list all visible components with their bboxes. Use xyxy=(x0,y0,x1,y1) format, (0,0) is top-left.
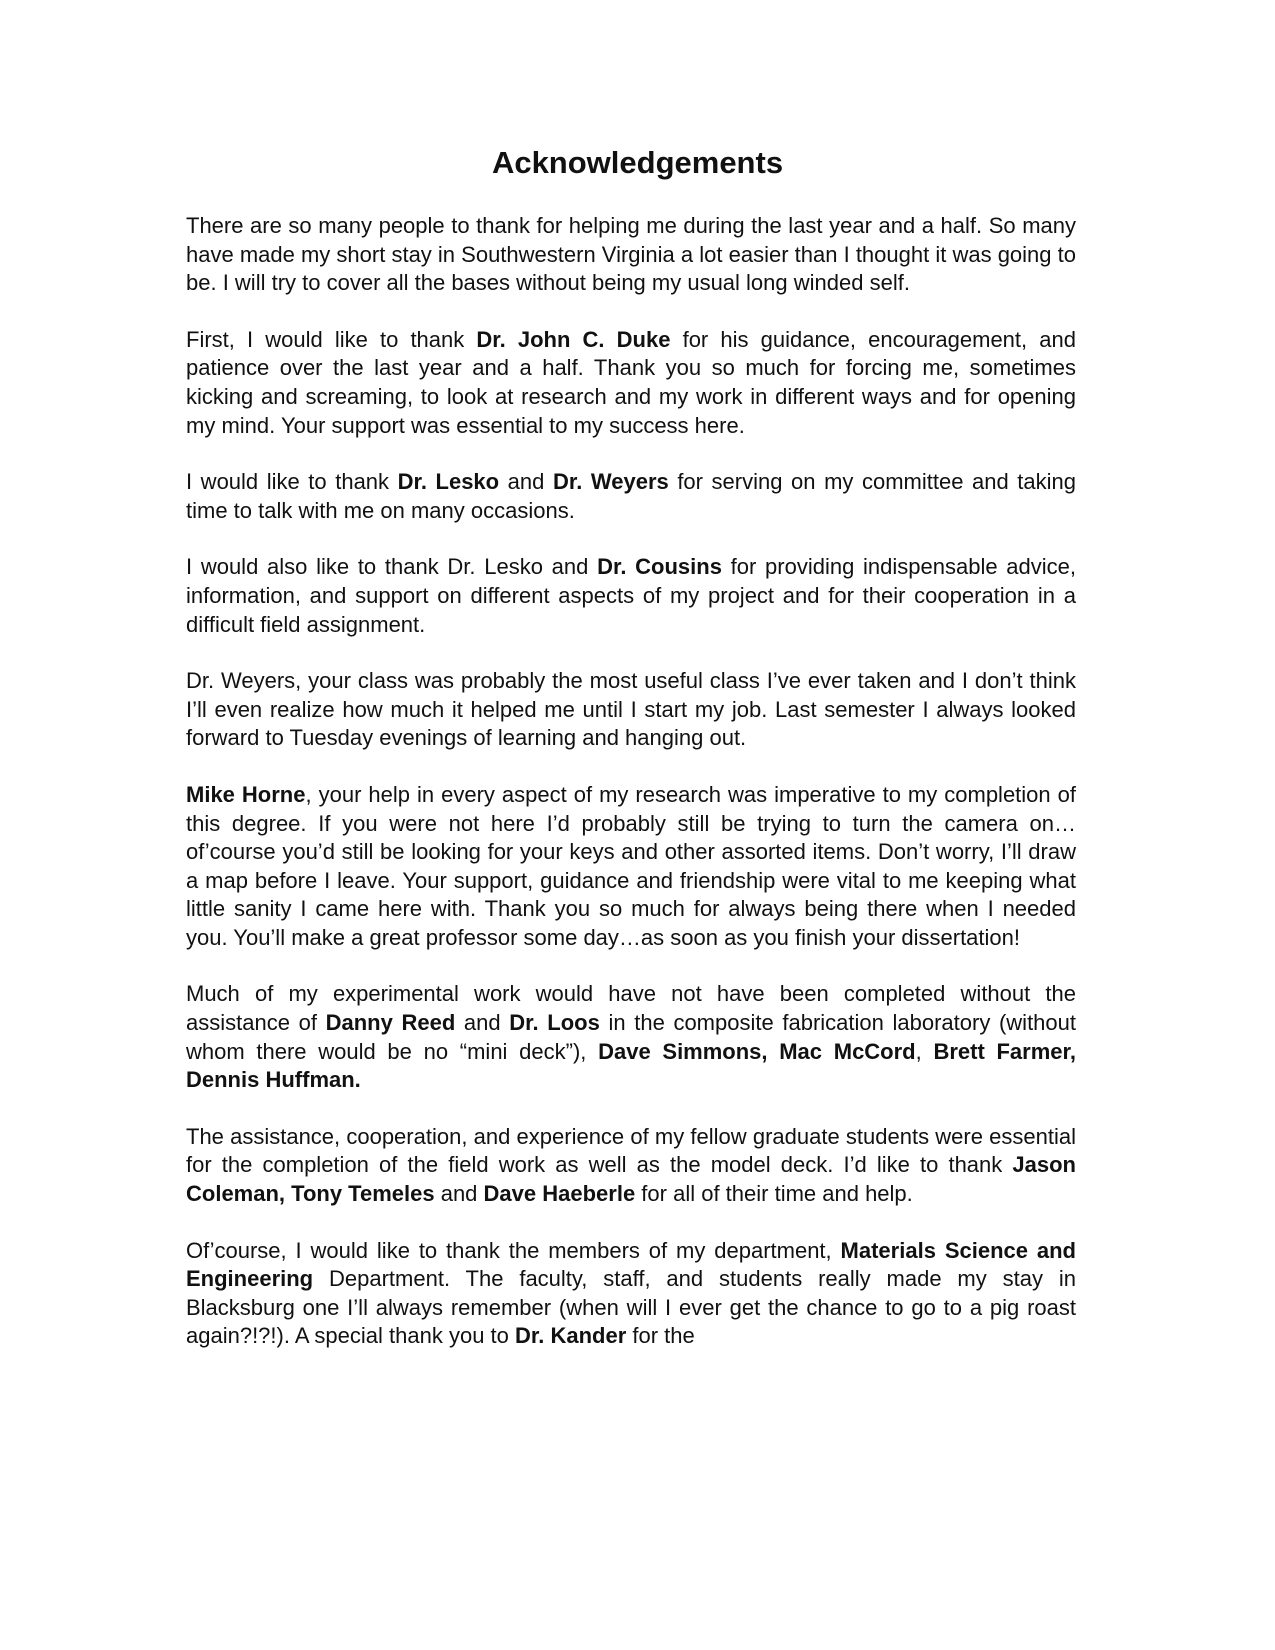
person-name: Dr. Cousins xyxy=(597,554,722,580)
text-segment: , xyxy=(915,1038,934,1064)
text-segment: Dr. Weyers, your class was probably the most useful class I’ve ever taken and I don’t think I’ll even realize how much it helped me until I start my job. Last semester I always looked forward to Tuesday evenings of learning and hanging out. xyxy=(186,668,1076,751)
text-segment: for the xyxy=(626,1323,695,1349)
text-segment: , your help in every aspect of my research was imperative to my completion of this degree. If you were not here I’d probably still be trying to turn the camera on…of’course you’d still be looking for your keys and other assorted items. Don’t worry, I’ll draw a map before I leave. Your support, guidance and friendship were vital to me keeping what little sanity I came here with. Thank you so much for always being there when I needed you. You’ll make a great professor some day…as soon as you finish your dissertation! xyxy=(186,781,1076,950)
paragraph-graduate-students xyxy=(186,1123,1076,1209)
person-name: Dr. Lesko xyxy=(397,469,500,495)
text-segment: Of’course, I would like to thank the members of my department, xyxy=(186,1237,841,1263)
text-segment: for his guidance, encouragement, and patience over the last year and a half. Thank you so much for forcing me, sometimes kicking and screaming, to look at research and my work in different ways and for opening my mind. Your support was essential to my success here. xyxy=(186,326,1076,438)
text-segment: First, I would like to thank xyxy=(186,326,477,352)
text-segment: for providing indispensable advice, information, and support on different aspects of my project and for their cooperation in a difficult field assignment. xyxy=(186,554,1076,637)
person-name: Dr. Loos xyxy=(509,1010,600,1036)
text-segment: I would like to thank xyxy=(186,469,398,495)
text-segment: and xyxy=(434,1181,484,1207)
text-segment: for all of their time and help. xyxy=(635,1181,913,1207)
text-segment: and xyxy=(499,469,553,495)
person-name: Brett Farmer, Dennis Huffman. xyxy=(186,1038,1076,1093)
paragraph-department xyxy=(186,1237,1076,1351)
document-body xyxy=(186,212,1076,1379)
paragraph-experimental-work xyxy=(186,980,1076,1094)
paragraph-mike-horne xyxy=(186,781,1076,953)
person-name: Mike Horne xyxy=(186,781,306,807)
person-name: Dr. John C. Duke xyxy=(476,326,671,352)
person-name: Jason Coleman, Tony Temeles xyxy=(186,1152,1076,1207)
text-segment: The assistance, cooperation, and experience of my fellow graduate students were essential for the completion of the field work as well as the model deck. I’d like to thank xyxy=(186,1123,1076,1178)
text-segment: There are so many people to thank for helping me during the last year and a half. So many have made my short stay in Southwestern Virginia a lot easier than I thought it was going to be. I will try to cover all the bases without being my usual long winded self. xyxy=(186,213,1076,296)
person-name: Dave Simmons, Mac McCord xyxy=(598,1038,916,1064)
paragraph-cousins xyxy=(186,553,1076,639)
text-segment: I would also like to thank Dr. Lesko and xyxy=(186,554,598,580)
text-segment: for serving on my committee and taking time to talk with me on many occasions. xyxy=(186,469,1076,523)
person-name: Dr. Weyers xyxy=(552,469,669,495)
text-segment: and xyxy=(455,1010,510,1036)
text-segment: Department. The faculty, staff, and students really made my stay in Blacksburg one I’ll always remember (when will I ever get the chance to go to a pig roast again?!?!). A special thank you to xyxy=(186,1266,1076,1349)
text-segment: in the composite fabrication laboratory (without whom there would be no “mini deck”), xyxy=(186,1010,1077,1064)
text-segment: Much of my experimental work would have not have been completed without the assistance of xyxy=(186,981,1076,1036)
paragraph-advisor xyxy=(186,326,1076,440)
paragraph-committee xyxy=(186,468,1076,525)
person-name: Dr. Kander xyxy=(515,1323,627,1349)
paragraph-weyers-class xyxy=(186,667,1076,753)
person-name: Dave Haeberle xyxy=(483,1181,636,1207)
person-name: Danny Reed xyxy=(325,1010,456,1036)
page-title: Acknowledgements xyxy=(491,145,784,180)
department-name: Materials Science and Engineering xyxy=(186,1237,1076,1292)
paragraph-intro xyxy=(186,212,1076,298)
